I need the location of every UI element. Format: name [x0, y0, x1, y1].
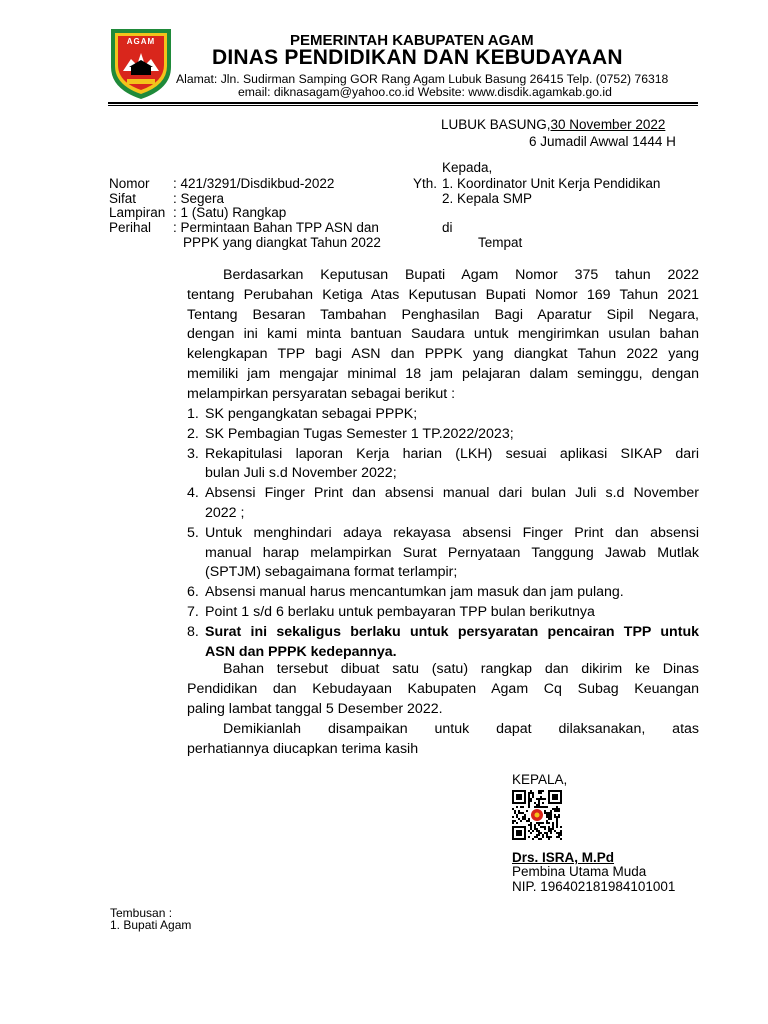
sifat-value: : Segera: [173, 191, 225, 206]
letterhead-rule-thin: [108, 105, 698, 106]
paragraph-line: Tentang Besaran Tambahan Penghasilan Bagi Aparatur Sipil Negara,: [187, 306, 699, 323]
qr-code-icon: [512, 790, 562, 840]
letterhead-address: Alamat: Jln. Sudirman Samping GOR Rang Agam Lubuk Basung 26415 Telp. (0752) 76318: [176, 72, 669, 86]
paragraph-line: Bahan tersebut dibuat satu (satu) rangkap dan dikirim ke Dinas: [223, 661, 699, 677]
signature-title: KEPALA,: [512, 772, 568, 787]
recipient-tempat: Tempat: [478, 235, 523, 250]
paragraph-line: Demikianlah disampaikan untuk dapat dilaksanakan, atas: [223, 721, 699, 737]
letterhead-agency: DINAS PENDIDIKAN DAN KEBUDAYAAN: [212, 46, 623, 69]
letterhead-rule-thick: [108, 102, 698, 104]
paragraph-line: memiliki jam mengajar minimal 18 jam pelajaran dalam seminggu, dengan: [187, 365, 699, 382]
letter-date: LUBUK BASUNG,30 November 2022: [441, 117, 666, 132]
signatory-rank: Pembina Utama Muda: [512, 864, 647, 879]
paragraph-line: kelengkapan TPP bagi ASN dan PPPK yang diangkat Tahun 2022 yang: [187, 346, 699, 363]
requirements-list: [187, 405, 699, 662]
lampiran-value: : 1 (Satu) Rangkap: [173, 205, 287, 220]
body-paragraph-3: [187, 720, 699, 760]
signatory-nip: NIP. 196402181984101001: [512, 879, 676, 894]
paragraph-line: perhatiannya diucapkan terima kasih: [187, 740, 419, 757]
body-paragraph-2: [187, 660, 699, 719]
recipient-di: di: [442, 220, 453, 235]
list-item: 7. Point 1 s/d 6 berlaku untuk pembayaran TPP bulan berikutnya: [187, 603, 595, 620]
svg-text:AGAM: AGAM: [126, 37, 156, 46]
paragraph-line: Pendidikan dan Kebudayaan Kabupaten Agam Cq Subag Keuangan: [187, 680, 699, 697]
body-paragraph-1: [187, 266, 699, 405]
list-item: 2. SK Pembagian Tugas Semester 1 TP.2022/2023;: [187, 425, 514, 442]
recipient-2: 2. Kepala SMP: [442, 191, 533, 206]
paragraph-line: melampirkan persyaratan sebagai berikut :: [187, 385, 456, 402]
recipient-yth: Yth.: [413, 176, 438, 191]
list-item: 5. Untuk menghindari adaya rekayasa absensi Finger Print dan absensi manual harap melampirkan Surat Pernyataan Tanggung Jawab Mutlak (SPTJM) sebagaimana format terlampir;: [187, 524, 699, 581]
perihal-label: Perihal: [109, 220, 152, 235]
list-item: 6. Absensi manual harus mencantumkan jam masuk dan jam pulang.: [187, 584, 624, 601]
signatory-name: Drs. ISRA, M.Pd: [512, 850, 615, 865]
letterhead-government: PEMERINTAH KABUPATEN AGAM: [290, 32, 534, 49]
list-item: 3. Rekapitulasi laporan Kerja harian (LKH) sesuai aplikasi SIKAP dari bulan Juli s.d November 2022;: [187, 445, 699, 482]
sifat-label: Sifat: [109, 191, 137, 206]
paragraph-line: paling lambat tanggal 5 Desember 2022.: [187, 700, 443, 717]
paragraph-line: tentang Perubahan Ketiga Atas Keputusan Bupati Nomor 169 Tahun 2021: [187, 286, 699, 303]
lampiran-label: Lampiran: [109, 205, 166, 220]
cc-label: Tembusan :: [110, 906, 173, 920]
list-item: 1. SK pengangkatan sebagai PPPK;: [187, 406, 418, 422]
list-item: 8. Surat ini sekaligus berlaku untuk persyaratan pencairan TPP untuk ASN dan PPPK kedepannya.: [187, 623, 699, 660]
perihal-value-line2: PPPK yang diangkat Tahun 2022: [183, 235, 381, 250]
list-item: 4. Absensi Finger Print dan absensi manual dari bulan Juli s.d November 2022 ;: [187, 485, 699, 521]
nomor-label: Nomor: [109, 176, 150, 191]
letterhead-contact: email: diknasagam@yahoo.co.id Website: www.disdik.agamkab.go.id: [238, 85, 612, 99]
agam-regency-logo: [109, 27, 173, 101]
paragraph-line: dengan ini kami minta bantuan Saudara untuk mengirimkan usulan bahan: [187, 326, 699, 343]
recipient-kepada: Kepada,: [442, 160, 493, 175]
perihal-value-line1: : Permintaan Bahan TPP ASN dan: [173, 220, 379, 235]
hijri-date: 6 Jumadil Awwal 1444 H: [529, 134, 676, 149]
paragraph-line: Berdasarkan Keputusan Bupati Agam Nomor 375 tahun 2022: [223, 267, 699, 283]
nomor-value: : 421/3291/Disdikbud-2022: [173, 176, 335, 191]
recipient-1: 1. Koordinator Unit Kerja Pendidikan: [442, 176, 661, 191]
cc-item: 1. Bupati Agam: [110, 918, 192, 932]
